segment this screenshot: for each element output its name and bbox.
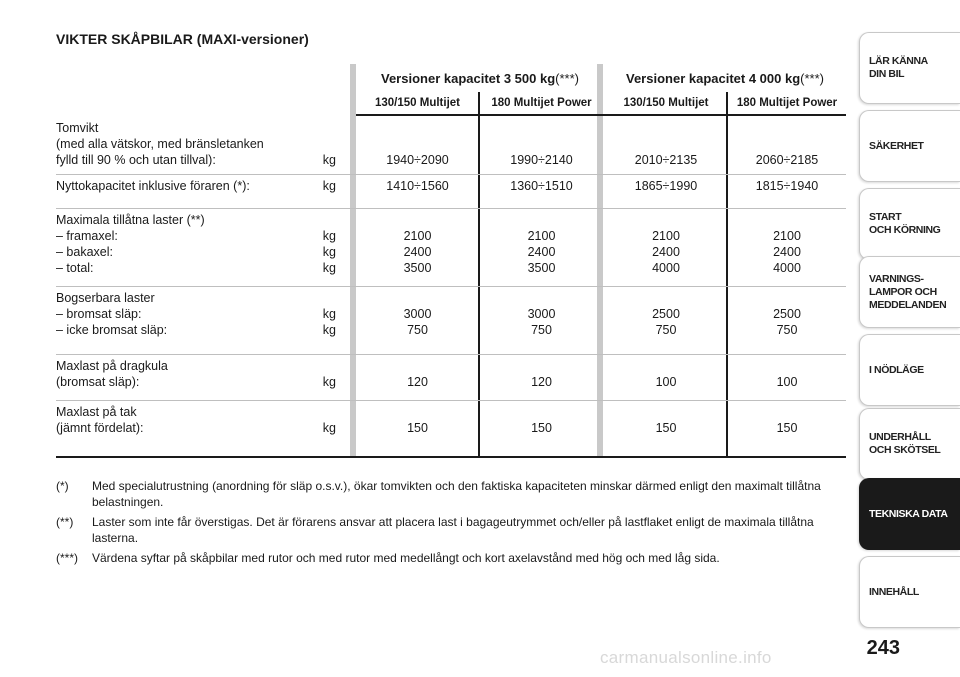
watermark: carmanualsonline.info	[600, 648, 772, 667]
table-cell: 100	[776, 375, 798, 389]
footnote-mark: (***)	[56, 551, 79, 565]
row-separator	[56, 174, 846, 175]
sidebar-tab[interactable]	[859, 256, 960, 328]
column-header: 180 Multijet Power	[491, 97, 592, 109]
table-cell: 3000 750	[403, 307, 432, 337]
row-label: Bogserbara laster – bromsat släp: – icke bromsat släp:	[56, 291, 168, 337]
sidebar-tab[interactable]	[859, 408, 960, 480]
sidebar-tab-label: START OCH KÖRNING	[869, 211, 941, 236]
sidebar-tab-label: TEKNISKA DATA	[869, 507, 948, 520]
table-cell: 1360÷1510	[510, 179, 573, 193]
footnote-text: Laster som inte får överstigas. Det är förarens ansvar att placera last i bagageutrymmet och/eller på lastflaket enligt de maximala tillåtna lasterna.	[92, 515, 814, 545]
table-cell: 100	[655, 375, 677, 389]
row-label: Nyttokapacitet inklusive föraren (*):	[56, 179, 250, 193]
footnote-mark: (**)	[56, 515, 74, 529]
footnotes	[56, 478, 846, 570]
footnote-mark: (*)	[56, 479, 69, 493]
row-unit: kg	[322, 179, 336, 193]
table-cell: 1940÷2090	[386, 153, 449, 167]
group-header-label: Versioner kapacitet 4 000 kg	[626, 70, 801, 86]
row-label: Tomvikt (med alla vätskor, med bränsletanken fylld till 90 % och utan tillval):	[56, 121, 264, 167]
chapter-sidebar	[859, 0, 960, 677]
table-cell: 2060÷2185	[755, 153, 819, 167]
group-header-note: (***)	[800, 70, 824, 86]
row-label: Maxlast på dragkula (bromsat släp):	[56, 359, 168, 389]
group-header	[356, 64, 604, 92]
table-cell: 1815÷1940	[755, 179, 819, 193]
table-cell: 2010÷2135	[634, 153, 698, 167]
table-cell: 150	[655, 421, 677, 435]
table-cell: 3000 750	[527, 307, 556, 337]
table-cell: 120	[531, 375, 552, 389]
table-cell: 1865÷1990	[634, 179, 698, 193]
group-header-note: (***)	[555, 70, 579, 86]
sidebar-tab[interactable]	[859, 32, 960, 104]
table-cell: 150	[531, 421, 552, 435]
page-number: 243	[866, 637, 900, 659]
sidebar-tab-label: I NÖDLÄGE	[869, 363, 924, 376]
page-title: VIKTER SKÅPBILAR (MAXI-versioner)	[56, 31, 309, 47]
group-header-label: Versioner kapacitet 3 500 kg	[381, 70, 556, 86]
sidebar-tab-label: VARNINGS- LAMPOR OCH MEDDELANDEN	[869, 272, 947, 311]
footnote	[56, 550, 846, 566]
table-cell: 2500 750	[652, 307, 680, 337]
footnote	[56, 478, 846, 510]
table-cell: 1410÷1560	[386, 179, 449, 193]
table-cell: 1990÷2140	[510, 153, 573, 167]
row-unit: kg kg	[322, 307, 336, 337]
row-unit: kg	[322, 153, 336, 167]
footnote-text: Värdena syftar på skåpbilar med rutor och med rutor med medellångt och kort axelavstånd med hög och med låg sida.	[92, 551, 720, 565]
row-unit: kg	[322, 421, 336, 435]
table-cell: 2100 2400 4000	[773, 229, 801, 275]
column-header: 130/150 Multijet	[374, 97, 460, 109]
table-cell: 2100 2400 3500	[527, 229, 556, 275]
table-cell: 2100 2400 3500	[403, 229, 432, 275]
sidebar-tab[interactable]	[859, 334, 960, 406]
sidebar-tab[interactable]	[859, 110, 960, 182]
table-cell: 150	[776, 421, 798, 435]
column-header: 180 Multijet Power	[736, 97, 838, 109]
footnote	[56, 514, 846, 546]
sidebar-tab[interactable]	[859, 556, 960, 628]
row-separator	[56, 286, 846, 287]
table-cell: 2500 750	[773, 307, 801, 337]
footnote-text: Med specialutrustning (anordning för släp o.s.v.), ökar tomvikten och den faktiska kapaciteten minskar därmed enligt den maximalt tillåtna belastningen.	[92, 479, 821, 509]
column-header: 130/150 Multijet	[623, 97, 709, 109]
table-cell: 120	[407, 375, 428, 389]
row-label: Maxlast på tak (jämnt fördelat):	[56, 405, 144, 435]
row-unit: kg	[322, 375, 336, 389]
row-unit: kg kg kg	[322, 229, 336, 275]
header-rule	[356, 114, 846, 116]
sidebar-tab[interactable]	[859, 188, 960, 260]
sidebar-tab-label: INNEHÅLL	[869, 585, 919, 598]
group-header	[604, 64, 846, 92]
sidebar-tab-label: SÄKERHET	[869, 139, 924, 152]
table-bottom-rule	[56, 456, 846, 458]
row-label: Maximala tillåtna laster (**) – framaxel: – bakaxel: – total:	[56, 213, 205, 275]
sidebar-tab-label: LÄR KÄNNA DIN BIL	[869, 55, 928, 80]
table-cell: 150	[407, 421, 428, 435]
sidebar-tab-label: UNDERHÅLL OCH SKÖTSEL	[869, 431, 941, 456]
row-separator	[56, 400, 846, 401]
row-separator	[56, 208, 846, 209]
table-cell: 2100 2400 4000	[652, 229, 680, 275]
sidebar-tab[interactable]	[859, 478, 960, 550]
row-separator	[56, 354, 846, 355]
